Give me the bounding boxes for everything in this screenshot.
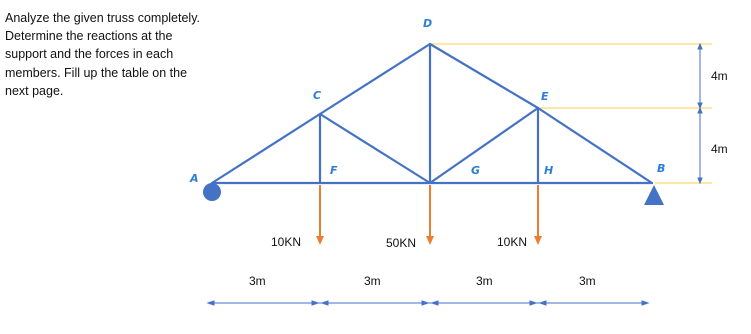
node-label-H: H [544, 164, 554, 177]
span-arrowhead [208, 301, 214, 305]
span-label-2: 3m [364, 274, 381, 288]
node-label-B: B [657, 162, 666, 175]
node-label-A: A [190, 172, 199, 185]
node-label-D: D [423, 17, 433, 30]
member-AC [212, 114, 320, 183]
height-label-lower: 4m [711, 142, 728, 156]
height-arrowhead [698, 178, 702, 183]
roller-support-B [644, 185, 664, 205]
height-label-upper: 4m [711, 69, 728, 83]
node-label-E: E [541, 90, 549, 103]
member-EB [538, 108, 652, 183]
height-arrowhead [698, 108, 702, 113]
load-label-H: 10KN [497, 235, 528, 249]
span-arrowhead [540, 301, 546, 305]
member-CD [320, 44, 430, 114]
span-label-1: 3m [249, 274, 266, 288]
node-label-C: C [313, 89, 322, 102]
span-arrowhead [432, 301, 438, 305]
span-arrowhead [322, 301, 328, 305]
member-DE [430, 44, 538, 108]
span-arrowhead [530, 301, 536, 305]
load-arrowhead-H [534, 236, 542, 245]
node-label-G: G [471, 164, 481, 177]
load-label-F: 10KN [271, 235, 302, 249]
load-label-G: 50KN [386, 236, 417, 250]
span-arrowhead [312, 301, 318, 305]
span-label-3: 3m [476, 274, 493, 288]
height-arrowhead [698, 44, 702, 49]
span-arrowhead [642, 301, 648, 305]
span-arrowhead [422, 301, 428, 305]
load-arrowhead-F [316, 236, 324, 245]
truss-members [212, 44, 652, 183]
node-label-F: F [330, 164, 338, 177]
load-arrowhead-G [426, 236, 434, 245]
member-GE [430, 108, 538, 183]
span-dimension [208, 301, 648, 305]
height-guides [430, 44, 712, 183]
problem-statement: Analyze the given truss completely. Determine the reactions at the support and the forces in each members. Fill up the table on the next page. [5, 11, 201, 98]
pin-support-A [203, 183, 221, 201]
height-dimension [698, 44, 702, 183]
span-label-4: 3m [579, 274, 596, 288]
